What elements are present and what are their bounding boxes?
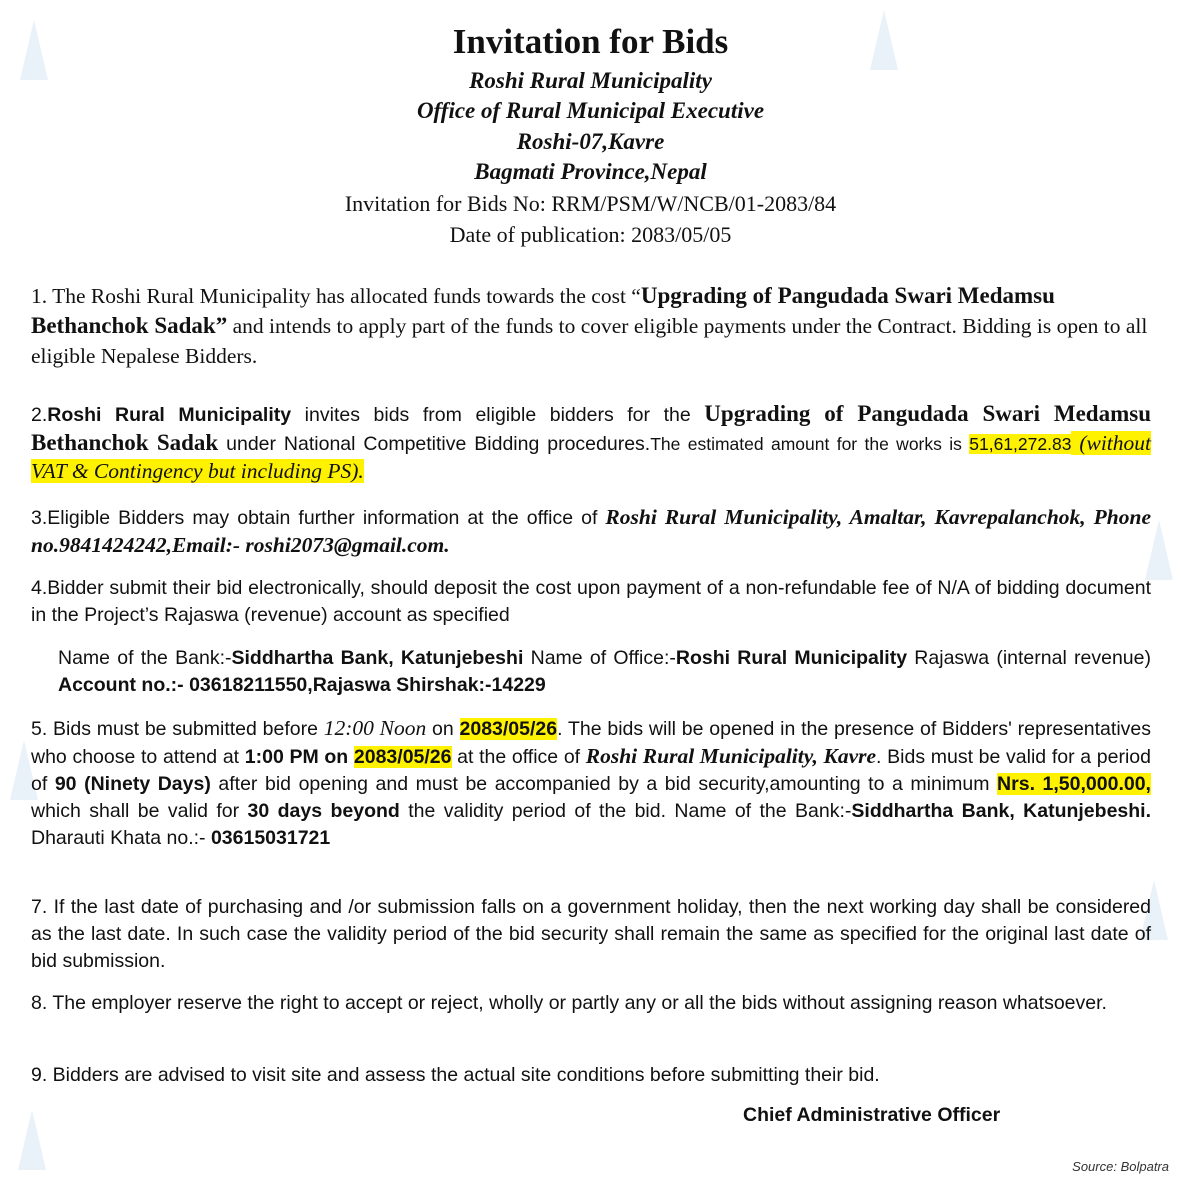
paragraph-2	[31, 400, 1151, 486]
source-credit: Source: Bolpatra	[1072, 1159, 1169, 1174]
header-line-4: Bagmati Province,Nepal	[474, 159, 707, 184]
paragraph-9: 9. Bidders are advised to visit site and assess the actual site conditions before submitting their bid.	[31, 1064, 880, 1086]
decor-left-low	[18, 1110, 46, 1170]
publication-date: Date of publication: 2083/05/05	[449, 222, 732, 247]
p3-contact: Roshi Rural Municipality, Amaltar, Kavrepalanchok, Phone no.9841424242,Email:- roshi2073@gmail.com.	[31, 505, 1151, 557]
header-line-1: Roshi Rural Municipality	[469, 68, 712, 93]
header-line-2: Office of Rural Municipal Executive	[416, 98, 765, 123]
p5-office: Roshi Rural Municipality, Kavre	[585, 744, 877, 768]
paragraph-4-bank	[58, 645, 1151, 699]
p1-project-name: Upgrading of Pangudada Swari Medamsu Bethanchok Sadak”	[31, 283, 1055, 338]
p5-khata: 03615031721	[210, 827, 331, 849]
ifb-number: Invitation for Bids No: RRM/PSM/W/NCB/01-2083/84	[344, 191, 837, 216]
p5-text-c: . The bids will be opened in the presence of Bidders' representatives who choose to attend at	[31, 718, 1151, 768]
p3-text-a: 3.Eligible Bidders may obtain further information at the office of	[31, 507, 606, 529]
p4-account: Account no.:- 03618211550,Rajaswa Shirshak:-14229	[58, 674, 546, 696]
paragraph-1	[31, 281, 1151, 371]
p5-text-b: on	[426, 718, 460, 740]
p2-note: (without VAT & Contingency but including PS).	[31, 431, 1151, 483]
p4-office-label: Name of Office:-	[523, 647, 676, 669]
p4-office-name: Roshi Rural Municipality	[675, 647, 908, 669]
p5-text-g: which shall be valid for	[31, 800, 248, 822]
p4-text: 4.Bidder submit their bid electronically, should deposit the cost upon payment of a non-refundable fee of N/A of bidding document in the Project’s Rajaswa (revenue) account as specified	[31, 577, 1151, 626]
paragraph-4	[31, 575, 1151, 629]
p5-text-h: the validity period of the bid. Name of the Bank:-	[399, 800, 852, 822]
paragraph-5	[31, 715, 1151, 852]
p2-text-b: invites bids from eligible bidders for the	[291, 404, 705, 426]
p5-text-i: Dharauti Khata no.:-	[31, 827, 211, 849]
p1-text-c: and intends to apply part of the funds to cover eligible payments under the Contract. Bidding is open to all eligible Nepalese Bidders.	[31, 314, 1148, 368]
p2-municipality: Roshi Rural Municipality	[47, 404, 292, 426]
p5-security: Nrs. 1,50,000.00,	[997, 773, 1151, 795]
p5-time-2: 1:00 PM on	[244, 746, 354, 768]
p5-period: 90 (Ninety Days)	[54, 773, 211, 795]
p5-date-1: 2083/05/26	[459, 718, 558, 740]
p4-bank-name: Siddhartha Bank, Katunjebeshi	[231, 647, 524, 669]
p2-text-e: The estimated amount for the works is	[650, 434, 970, 454]
signature-title: Chief Administrative Officer	[743, 1104, 1001, 1126]
p1-text-a: 1. The Roshi Rural Municipality has allocated funds towards the cost “	[31, 284, 641, 308]
p5-text-e: . Bids must be valid for a period of	[31, 746, 1151, 795]
p5-bank: Siddhartha Bank, Katunjebeshi.	[851, 800, 1152, 822]
paragraph-3	[31, 504, 1151, 560]
p5-days: 30 days beyond	[247, 800, 400, 822]
p2-number: 2.	[31, 404, 48, 426]
page-title: Invitation for Bids	[452, 22, 729, 61]
header-line-3: Roshi-07,Kavre	[516, 129, 665, 154]
p2-project-name: Upgrading of Pangudada Swari Medamsu Bethanchok Sadak	[31, 401, 1151, 455]
paragraph-8: 8. The employer reserve the right to accept or reject, wholly or partly any or all the bids without assigning reason whatsoever.	[31, 992, 1107, 1014]
p5-text-f: after bid opening and must be accompanied by a bid security,amounting to a minimum	[210, 773, 998, 795]
p4-revenue: Rajaswa (internal revenue)	[907, 647, 1151, 669]
p5-time-1: 12:00 Noon	[323, 716, 427, 740]
p2-amount: 51,61,272.83	[969, 434, 1072, 454]
p4-bank-label: Name of the Bank:-	[58, 647, 232, 669]
p5-text-a: 5. Bids must be submitted before	[31, 718, 324, 740]
p5-text-d: at the office of	[451, 746, 586, 768]
p5-date-2: 2083/05/26	[353, 746, 452, 768]
p2-text-d: under National Competitive Bidding procedures.	[218, 433, 651, 455]
paragraph-7: 7. If the last date of purchasing and /or submission falls on a government holiday, then the next working day shall be considered as the last date. In such case the validity period of the bid security shall remain the same as specified for the original last date of bid submission.	[31, 896, 1151, 972]
